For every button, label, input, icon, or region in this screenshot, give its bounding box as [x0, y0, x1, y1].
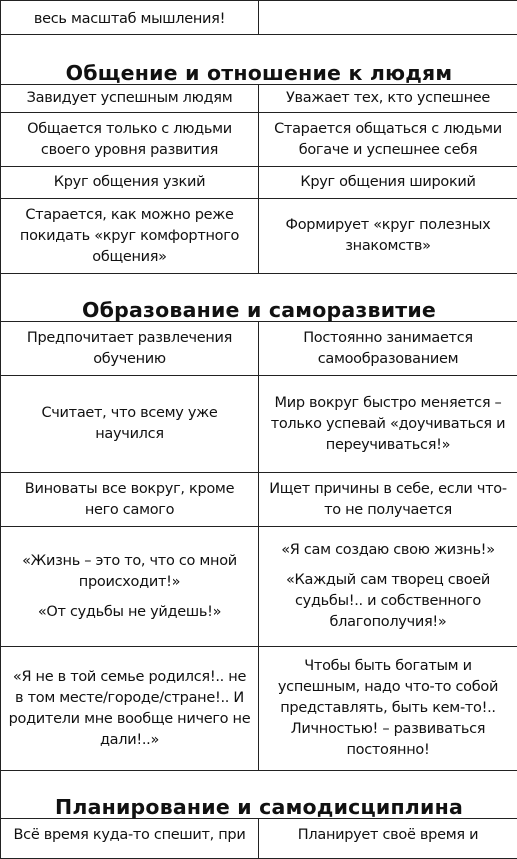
table-row [1, 113, 517, 167]
table-cell-right: Ищет причины в себе, если что-то не получается [259, 473, 517, 527]
quote-text: «Жизнь – это то, что со мной происходит!» [7, 551, 252, 593]
table-cell-left: весь масштаб мышления! [1, 1, 259, 35]
table-row [1, 819, 517, 859]
table-cell-right [259, 1, 517, 35]
table-row [1, 527, 517, 647]
table-cell-right: Планирует своё время и [259, 819, 517, 859]
section-title-planning: Планирование и самодисциплина [1, 771, 517, 819]
quote-text: «Каждый сам творец своей судьбы!.. и собственного благополучия!» [265, 570, 511, 633]
table-cell-right: Круг общения широкий [259, 167, 517, 199]
section-title-education: Образование и саморазвитие [1, 274, 517, 322]
table-row [1, 199, 517, 274]
table-cell-right [259, 527, 517, 647]
table-row [1, 473, 517, 527]
table-cell-left [1, 527, 259, 647]
table-cell-left: Завидует успешным людям [1, 85, 259, 113]
table-row [1, 1, 517, 35]
table-row [1, 167, 517, 199]
table-cell-left: Считает, что всему уже научился [1, 376, 259, 473]
table-cell-left: Общается только с людьми своего уровня развития [1, 113, 259, 167]
section-title-communication: Общение и отношение к людям [1, 35, 517, 85]
table-row [1, 376, 517, 473]
table-row [1, 322, 517, 376]
section-row [1, 274, 517, 322]
table-cell-right: Чтобы быть богатым и успешным, надо что-то собой представлять, быть кем-то!.. Личностью! – развиваться постоянно! [259, 647, 517, 771]
section-row [1, 35, 517, 85]
table-cell-right: Мир вокруг быстро меняется – только успевай «доучиваться и переучиваться!» [259, 376, 517, 473]
table-cell-right: Старается общаться с людьми богаче и успешнее себя [259, 113, 517, 167]
table-cell-left: «Я не в той семье родился!.. не в том месте/городе/стране!.. И родители мне вообще ничего не дали!..» [1, 647, 259, 771]
table-cell-left: Предпочитает развлечения обучению [1, 322, 259, 376]
table-cell-left: Виноваты все вокруг, кроме него самого [1, 473, 259, 527]
table-row [1, 85, 517, 113]
table-row [1, 647, 517, 771]
table-cell-right: Постоянно занимается самообразованием [259, 322, 517, 376]
section-row [1, 771, 517, 819]
quote-text: «От судьбы не уйдешь!» [7, 602, 252, 623]
table-cell-left: Старается, как можно реже покидать «круг комфортного общения» [1, 199, 259, 274]
table-cell-right: Уважает тех, кто успешнее [259, 85, 517, 113]
quote-text: «Я сам создаю свою жизнь!» [265, 540, 511, 561]
table-cell-left: Круг общения узкий [1, 167, 259, 199]
table-cell-left: Всё время куда-то спешит, при [1, 819, 259, 859]
table-cell-right: Формирует «круг полезных знакомств» [259, 199, 517, 274]
